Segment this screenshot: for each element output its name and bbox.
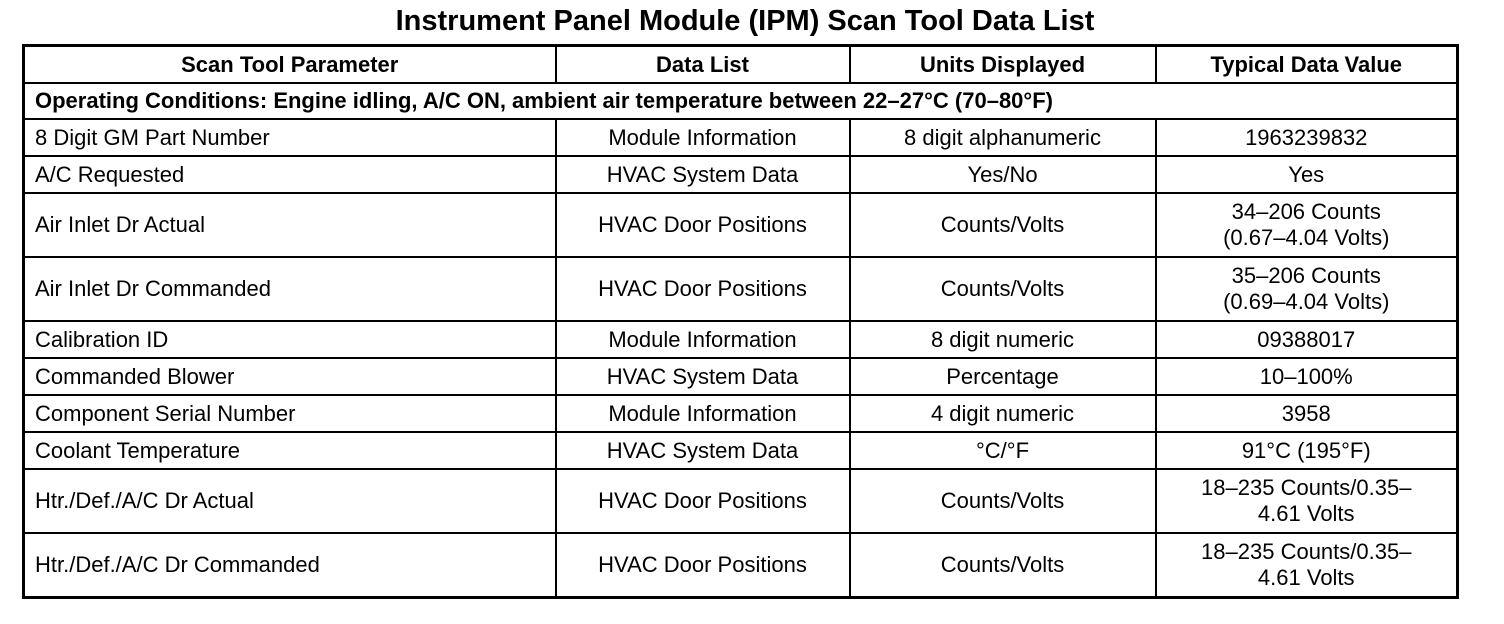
typical-value-cell bbox=[1156, 119, 1458, 156]
parameter-cell: Calibration ID bbox=[24, 321, 556, 358]
conditions-row bbox=[24, 83, 1458, 119]
data-list-cell: HVAC System Data bbox=[556, 432, 850, 469]
data-list-cell: HVAC Door Positions bbox=[556, 533, 850, 598]
typical-value-cell bbox=[1156, 156, 1458, 193]
typical-value-line: 18–235 Counts/0.35– bbox=[1201, 475, 1412, 500]
typical-value-line: 18–235 Counts/0.35– bbox=[1201, 539, 1412, 564]
table-row bbox=[24, 321, 1458, 358]
parameter-cell: Htr./Def./A/C Dr Actual bbox=[24, 469, 556, 533]
parameter-cell: A/C Requested bbox=[24, 156, 556, 193]
typical-value-line: 09388017 bbox=[1257, 326, 1356, 352]
header-row bbox=[24, 46, 1458, 84]
parameter-cell: Coolant Temperature bbox=[24, 432, 556, 469]
data-list-cell: Module Information bbox=[556, 395, 850, 432]
units-cell: Counts/Volts bbox=[850, 193, 1156, 257]
data-list-cell: HVAC Door Positions bbox=[556, 193, 850, 257]
typical-value-line: 34–206 Counts bbox=[1231, 199, 1381, 224]
typical-value-line: 3958 bbox=[1281, 400, 1331, 426]
table-row bbox=[24, 119, 1458, 156]
column-header-typical-value: Typical Data Value bbox=[1156, 46, 1458, 84]
parameter-cell: Air Inlet Dr Commanded bbox=[24, 257, 556, 321]
typical-value-line: Yes bbox=[1288, 161, 1325, 187]
units-cell: °C/°F bbox=[850, 432, 1156, 469]
data-list-cell: Module Information bbox=[556, 321, 850, 358]
parameter-cell: Htr./Def./A/C Dr Commanded bbox=[24, 533, 556, 598]
table-row bbox=[24, 257, 1458, 321]
typical-value-line: 4.61 Volts bbox=[1257, 501, 1355, 526]
scan-tool-data-table bbox=[22, 44, 1459, 599]
units-cell: Counts/Volts bbox=[850, 257, 1156, 321]
table-row bbox=[24, 469, 1458, 533]
units-cell: Percentage bbox=[850, 358, 1156, 395]
data-list-cell: Module Information bbox=[556, 119, 850, 156]
column-header-parameter: Scan Tool Parameter bbox=[24, 46, 556, 84]
data-list-cell: HVAC System Data bbox=[556, 358, 850, 395]
column-header-units: Units Displayed bbox=[850, 46, 1156, 84]
data-list-cell: HVAC Door Positions bbox=[556, 257, 850, 321]
parameter-cell: Air Inlet Dr Actual bbox=[24, 193, 556, 257]
data-list-cell: HVAC Door Positions bbox=[556, 469, 850, 533]
page-title: Instrument Panel Module (IPM) Scan Tool Data List bbox=[395, 5, 1095, 37]
table-row bbox=[24, 533, 1458, 598]
units-cell: Counts/Volts bbox=[850, 469, 1156, 533]
typical-value-cell bbox=[1156, 193, 1458, 257]
units-cell: Counts/Volts bbox=[850, 533, 1156, 598]
typical-value-cell bbox=[1156, 432, 1458, 469]
typical-value-line: (0.67–4.04 Volts) bbox=[1223, 225, 1390, 250]
column-header-data-list: Data List bbox=[556, 46, 850, 84]
typical-value-cell bbox=[1156, 358, 1458, 395]
typical-value-line: 91°C (195°F) bbox=[1241, 437, 1371, 463]
table-row bbox=[24, 358, 1458, 395]
table-row bbox=[24, 432, 1458, 469]
units-cell: 8 digit numeric bbox=[850, 321, 1156, 358]
units-cell: 8 digit alphanumeric bbox=[850, 119, 1156, 156]
typical-value-line: (0.69–4.04 Volts) bbox=[1223, 289, 1390, 314]
parameter-cell: Commanded Blower bbox=[24, 358, 556, 395]
operating-conditions: Operating Conditions: Engine idling, A/C ON, ambient air temperature between 22–27°C (70–80°F) bbox=[24, 83, 1458, 119]
typical-value-cell bbox=[1156, 321, 1458, 358]
typical-value-cell bbox=[1156, 257, 1458, 321]
typical-value-cell bbox=[1156, 469, 1458, 533]
typical-value-cell bbox=[1156, 395, 1458, 432]
typical-value-line: 4.61 Volts bbox=[1257, 565, 1355, 590]
table-row bbox=[24, 193, 1458, 257]
table-row bbox=[24, 156, 1458, 193]
units-cell: Yes/No bbox=[850, 156, 1156, 193]
typical-value-line: 1963239832 bbox=[1245, 124, 1368, 150]
typical-value-cell bbox=[1156, 533, 1458, 598]
typical-value-line: 35–206 Counts bbox=[1231, 263, 1381, 288]
parameter-cell: 8 Digit GM Part Number bbox=[24, 119, 556, 156]
data-list-cell: HVAC System Data bbox=[556, 156, 850, 193]
parameter-cell: Component Serial Number bbox=[24, 395, 556, 432]
units-cell: 4 digit numeric bbox=[850, 395, 1156, 432]
table-row bbox=[24, 395, 1458, 432]
typical-value-line: 10–100% bbox=[1259, 363, 1353, 389]
